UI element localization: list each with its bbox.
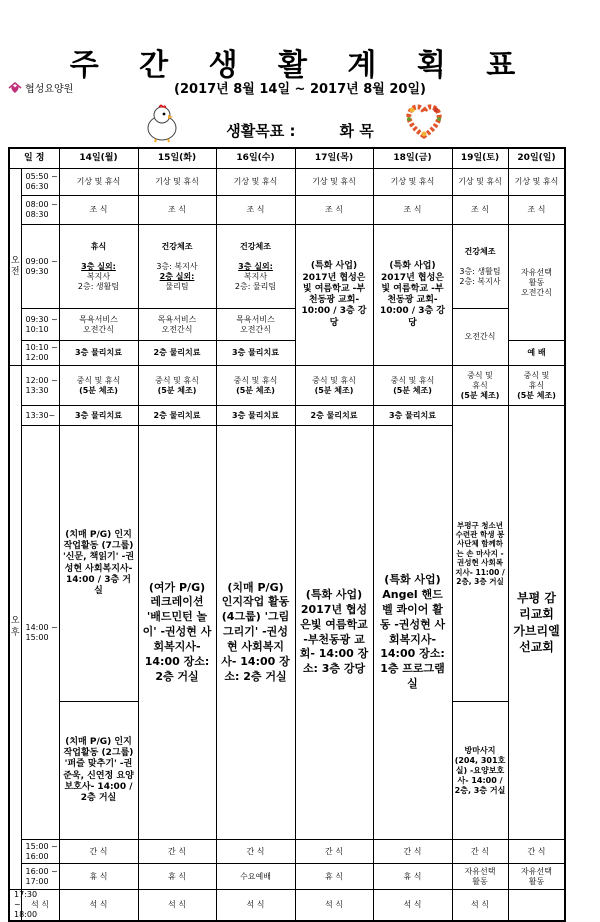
cell-tue: 2층 물리치료 [138,406,216,426]
cell-sat: 방마사지 (204, 301호실) -요양보호사- 14:00 / 2층, 3층 거실 [452,702,508,840]
activity-line: 2층 실외: [159,271,195,281]
cell-sun: 조 식 [508,196,565,225]
time-cell: 15:00 ~ 16:00 [21,840,59,864]
time-cell: 17:30 ~ 18:00 [9,890,21,922]
cell-fri: 3층 물리치료 [373,406,452,426]
cell-sun: 기상 및 휴식 [508,169,565,196]
cell-sat: 간 식 [452,840,508,864]
cell-tue [138,309,216,341]
time-cell: 12:00 ~ 13:30 [21,366,59,406]
activity-line: 3층: 생활팀 [459,266,501,276]
cell-mon-group-b: (치매 P/G) 인지작업활동 (2그룹) '퍼즐 맞추기' -권준욱, 신연정 요양보호사- 14:00 / 2층 거실 [59,702,138,840]
cell-thu: 간 식 [295,840,373,864]
day-header-tue: 15일(화) [138,148,216,169]
cell-mon-group-a: (치매 P/G) 인지작업활동 (7그룹) '신문, 책읽기' -권성현 사회복지사- 14:00 / 3층 거실 [59,426,138,702]
time-cell: 14:00 ~ 15:00 [21,426,59,840]
cell-sat: 부평구 청소년수련관 학생 봉사단체 함께하는 손 마사지 -권성현 사회복지사- 11:00 / 2층, 3층 거실 [452,406,508,702]
activity-line: (5분 체조) [460,390,500,400]
cell-wed: 석 식 [138,890,216,922]
table-row [9,309,565,341]
cell-thu: 조 식 [295,196,373,225]
cell-fri: 간 식 [373,840,452,864]
cell-thu: 석 식 [216,890,295,922]
activity-line: 자유선택 [464,866,496,876]
activity-line: 중식 및 휴식 [155,375,199,385]
cell-mon: 석 식 [21,890,59,922]
cell-sun [508,225,565,341]
cell-sun: 예 배 [508,341,565,366]
cell-wed: 간 식 [216,840,295,864]
activity-line: 자유선택 [521,866,552,876]
page-title: 주 간 생 활 계 획 표 [69,48,531,83]
activity-line: 중식 및 휴식 [390,375,435,385]
activity-line: 3층: 복지사 [156,261,198,271]
activity-heading: 휴식 [90,241,107,251]
activity-line: 중식 및 [467,370,493,380]
cell-wed [216,225,295,309]
table-row [9,196,565,225]
cell-fri: 휴 식 [373,864,452,890]
side-label-am: 오전 [9,169,21,366]
schedule-header-cell: 일 정 [9,148,59,169]
activity-line: 중식 및 휴식 [233,375,278,385]
activity-line: 목욕서비스 [79,314,118,324]
activity-line: 중식 및 휴식 [312,375,356,385]
activity-line: (5분 체조) [236,385,275,395]
activity-line: 2층: 물리팀 [234,281,277,291]
day-header-mon: 14일(월) [59,148,138,169]
time-cell: 10:10 ~ 12:00 [21,341,59,366]
cell-wed [216,309,295,341]
activity-line: 오전간식 [240,324,271,334]
activity-heading: 건강체조 [240,241,271,251]
activity-line: 휴식 [528,380,545,390]
activity-heading: 건강체조 [161,241,193,251]
cell-wed: 기상 및 휴식 [216,169,295,196]
activity-line: (5분 체조) [314,385,354,395]
cell-sat: 오전간식 [452,309,508,366]
cell-fri: 석 식 [295,890,373,922]
side-label-pm: 오후 [9,366,21,890]
header-row [9,148,565,169]
activity-line: 복지사 [86,271,111,281]
cell-sun [508,366,565,406]
cell-wed: 3층 물리치료 [216,341,295,366]
activity-line: 휴식 [472,380,488,390]
goal-value: 화 목 [339,122,374,140]
cell-mon: 3층 물리치료 [59,341,138,366]
weekly-schedule-table [8,147,566,922]
activity-line: 2층: 복지사 [459,276,501,286]
time-cell: 09:00 ~ 09:30 [21,225,59,309]
cell-thu: (특화 사업) 2017년 협성은빛 여름학교 -부천동광 교회- 14:00 장소: 3층 강당 [295,426,373,840]
cell-tue: 간 식 [138,840,216,864]
cell-sat: 기상 및 휴식 [452,169,508,196]
cell-wed: 수요예배 [216,864,295,890]
cell-tue: (여가 P/G) 레크레이션 '배드민턴 놀이' -권성현 사회복지사- 14:00 장소: 2층 거실 [138,426,216,840]
goal-label: 생활목표 : [226,122,296,140]
cell-wed: 3층 물리치료 [216,406,295,426]
cell-wed [216,366,295,406]
activity-line: 목욕서비스 [157,314,197,324]
cell-fri: (특화 사업) Angel 핸드벨 콰이어 활동 -권성현 사회복지사- 14:00 장소: 1층 프로그램실 [373,426,452,840]
cell-tue [138,366,216,406]
activity-line: 활동 [528,277,545,287]
cell-mon: 기상 및 휴식 [59,169,138,196]
activity-line: 물리팀 [165,281,189,291]
cell-sat [452,225,508,309]
activity-line: 중식 및 [523,370,550,380]
cell-tue [138,225,216,309]
cell-mon [59,225,138,309]
cell-thu: 2층 물리치료 [295,406,373,426]
cell-sat: 조 식 [452,196,508,225]
cell-sun: 부평 감리교회 가브리엘 선교회 [508,406,565,840]
activity-line: 오전간식 [161,324,193,334]
table-row [9,406,565,426]
activity-heading: 건강체조 [464,246,496,256]
activity-line: 복지사 [243,271,268,281]
cell-fri: (특화 사업) 2017년 협성은빛 여름학교 -부천동광 교회- 10:00 / 3층 강당 [373,225,452,366]
day-header-wed: 16일(수) [216,148,295,169]
cell-fri [373,366,452,406]
activity-line: (5분 체조) [157,385,197,395]
cell-thu: (특화 사업) 2017년 협성은빛 여름학교 -부천동광 교회- 10:00 / 3층 강당 [295,225,373,366]
cell-fri: 조 식 [373,196,452,225]
day-header-thu: 17일(목) [295,148,373,169]
activity-line: 활동 [528,876,545,886]
table-row [9,366,565,406]
activity-line: 자유선택 [521,267,552,277]
cell-thu: 기상 및 휴식 [295,169,373,196]
cell-sat: 석 식 [373,890,452,922]
day-header-sun: 20일(일) [508,148,565,169]
cell-sat [452,864,508,890]
activity-line: (5분 체조) [393,385,432,395]
cell-tue: 휴 식 [138,864,216,890]
cell-tue: 조 식 [138,196,216,225]
activity-line: (5분 체조) [79,385,118,395]
day-header-sat: 19일(토) [452,148,508,169]
cell-sun: 석 식 [452,890,508,922]
activity-line: (5분 체조) [517,390,556,400]
cell-thu: 휴 식 [295,864,373,890]
org-name: 협성요양원 [25,84,74,95]
cell-mon: 조 식 [59,196,138,225]
cell-tue: 석 식 [59,890,138,922]
cell-mon: 3층 물리치료 [59,406,138,426]
cell-tue: 2층 물리치료 [138,341,216,366]
cell-sat [452,366,508,406]
cell-mon [59,366,138,406]
time-cell: 13:30~ [21,406,59,426]
cell-sun [508,864,565,890]
table-row [9,225,565,309]
table-row [9,864,565,890]
activity-line: 3층 실외: [81,261,116,271]
table-row [9,169,565,196]
table-row [9,890,565,922]
time-cell: 16:00 ~ 17:00 [21,864,59,890]
activity-line: 3층 실외: [238,261,273,271]
activity-line: 중식 및 휴식 [76,375,121,385]
cell-mon: 간 식 [59,840,138,864]
date-range: (2017년 8월 14일 ~ 2017년 8월 20일) [174,82,426,97]
cell-wed: (치매 P/G) 인지작업 활동 (4그룹) '그림 그리기' -권성현 사회복지사- 14:00 장소: 2층 거실 [216,426,295,840]
time-cell: 08:00 ~ 08:30 [21,196,59,225]
cell-thu [295,366,373,406]
cell-fri: 기상 및 휴식 [373,169,452,196]
table-row [9,840,565,864]
activity-line: 오전간식 [521,287,552,297]
activity-line: 오전간식 [83,324,114,334]
cell-tue: 기상 및 휴식 [138,169,216,196]
cell-wed: 조 식 [216,196,295,225]
cell-mon [59,309,138,341]
cell-sun: 간 식 [508,840,565,864]
activity-line: 2층: 생활팀 [77,281,120,291]
day-header-fri: 18일(금) [373,148,452,169]
time-cell: 09:30 ~ 10:10 [21,309,59,341]
life-goal [0,120,600,141]
cell-mon: 휴 식 [59,864,138,890]
activity-line: 목욕서비스 [236,314,275,324]
activity-line: 활동 [472,876,488,886]
time-cell: 05:50 ~ 06:30 [21,169,59,196]
